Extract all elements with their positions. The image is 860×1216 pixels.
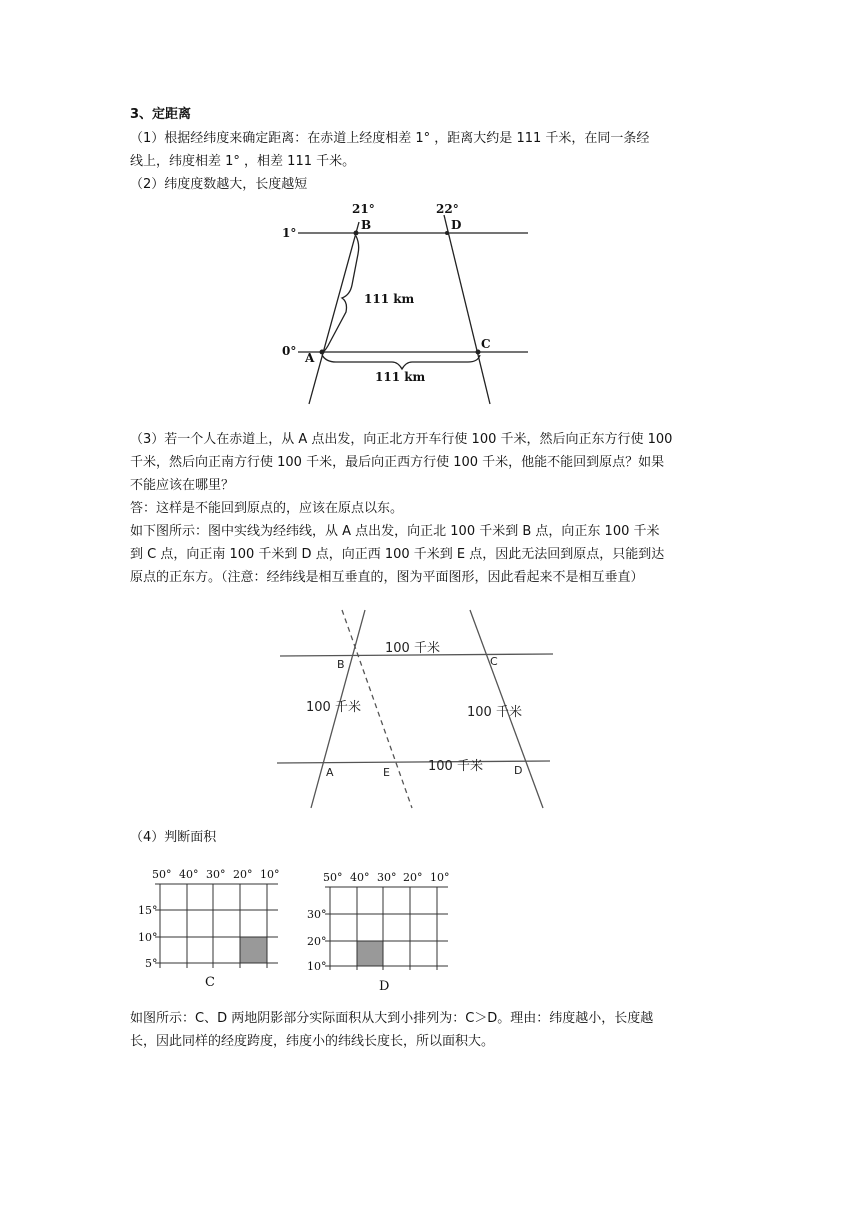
paragraph-3-line-3: 不能应该在哪里？	[130, 478, 235, 493]
grid-d-shaded-cell	[357, 941, 383, 966]
grid-c-lon-50: 50°	[152, 868, 172, 881]
dist-horizontal-label: 111 km	[375, 370, 426, 384]
grid-c-lat-10: 10°	[138, 931, 158, 944]
conclusion-line-2: 长，因此同样的经度跨度，纬度小的纬线长度长，所以面积大。	[130, 1034, 495, 1049]
point-d-label: D	[451, 218, 462, 232]
fig2-point-c-label: C	[490, 655, 498, 668]
paragraph-3-line-2: 千米，然后向正南方行使 100 千米，最后向正西方行使 100 千米，他能不能回到原点？如果	[130, 455, 665, 470]
grid-c-lon-30: 30°	[206, 868, 226, 881]
dashed-meridian-line	[342, 610, 412, 808]
parallel-top-line	[280, 654, 553, 656]
grid-d-lon-50: 50°	[323, 871, 343, 884]
grid-d-lon-20: 20°	[403, 871, 423, 884]
meridian-right-line	[470, 610, 543, 808]
point-a-dot	[320, 350, 325, 355]
paragraph-1-line-1: （1）根据经纬度来确定距离：在赤道上经度相差 1° ，距离大约是 111 千米，在同一条经	[130, 131, 650, 146]
fig2-dist-top-label: 100 千米	[385, 641, 440, 656]
fig2-dist-left-label: 100 千米	[306, 700, 361, 715]
lat-0-label: 0°	[282, 344, 297, 358]
grid-d-lon-10: 10°	[430, 871, 450, 884]
explanation-line-2: 到 C 点，向正南 100 千米到 D 点，向正西 100 千米到 E 点，因此无法回到原点，只能到达	[130, 547, 665, 562]
grid-c-caption: C	[205, 975, 215, 990]
brace-horizontal	[322, 355, 480, 369]
point-c-label: C	[481, 337, 491, 351]
grid-c-lon-20: 20°	[233, 868, 253, 881]
grid-c-shaded-cell	[240, 937, 267, 963]
fig2-dist-right-label: 100 千米	[467, 705, 522, 720]
conclusion-line-1: 如图所示：C、D 两地阴影部分实际面积从大到小排列为：C＞D。理由：纬度越小，长度越	[130, 1011, 654, 1026]
parallel-bottom-line	[277, 761, 550, 763]
brace-vertical	[323, 236, 359, 352]
meridian-21-line	[309, 222, 359, 404]
lat-1-label: 1°	[282, 226, 297, 240]
grid-c-lon-40: 40°	[179, 868, 199, 881]
point-b-label: B	[361, 218, 372, 232]
fig2-point-d-label: D	[514, 764, 523, 777]
explanation-line-3: 原点的正东方。（注意：经纬线是相互垂直的，图为平面图形，因此看起来不是相互垂直）	[130, 570, 644, 585]
fig2-point-e-label: E	[383, 766, 390, 779]
meridian-left-line	[311, 610, 365, 808]
explanation-line-1: 如下图所示：图中实线为经纬线，从 A 点出发，向正北 100 千米到 B 点，向正东 100 千米	[130, 524, 660, 539]
paragraph-3-line-1: （3）若一个人在赤道上，从 A 点出发，向正北方开车行使 100 千米，然后向正东方行使 100	[130, 432, 673, 447]
grid-d-lon-40: 40°	[350, 871, 370, 884]
paragraph-2: （2）纬度度数越大，长度越短	[130, 177, 308, 192]
fig2-dist-bottom-label: 100 千米	[428, 759, 483, 774]
point-c-dot	[476, 350, 481, 355]
dist-vertical-label: 111 km	[364, 292, 415, 306]
grid-c-lon-10: 10°	[260, 868, 280, 881]
point-b-dot	[354, 231, 359, 236]
fig2-point-a-label: A	[326, 766, 334, 779]
paragraph-4: （4）判断面积	[130, 830, 217, 845]
answer-line: 答：这样是不能回到原点的，应该在原点以东。	[130, 501, 404, 516]
grid-d-caption: D	[379, 979, 390, 994]
grid-d-lat-20: 20°	[307, 935, 327, 948]
grid-c-lat-5: 5°	[145, 957, 158, 970]
grid-c-lat-15: 15°	[138, 904, 158, 917]
grid-d-lon-30: 30°	[377, 871, 397, 884]
section-title: 3、定距离	[130, 107, 192, 122]
paragraph-1-line-2: 线上，纬度相差 1° ，相差 111 千米。	[130, 154, 356, 169]
fig2-point-b-label: B	[337, 658, 345, 671]
point-a-label: A	[305, 351, 315, 365]
grid-d-lat-30: 30°	[307, 908, 327, 921]
lon-21-label: 21°	[352, 202, 375, 216]
lon-22-label: 22°	[436, 202, 459, 216]
meridian-22-line	[444, 215, 490, 404]
point-d-dot	[445, 231, 449, 235]
grid-d-lat-10: 10°	[307, 960, 327, 973]
